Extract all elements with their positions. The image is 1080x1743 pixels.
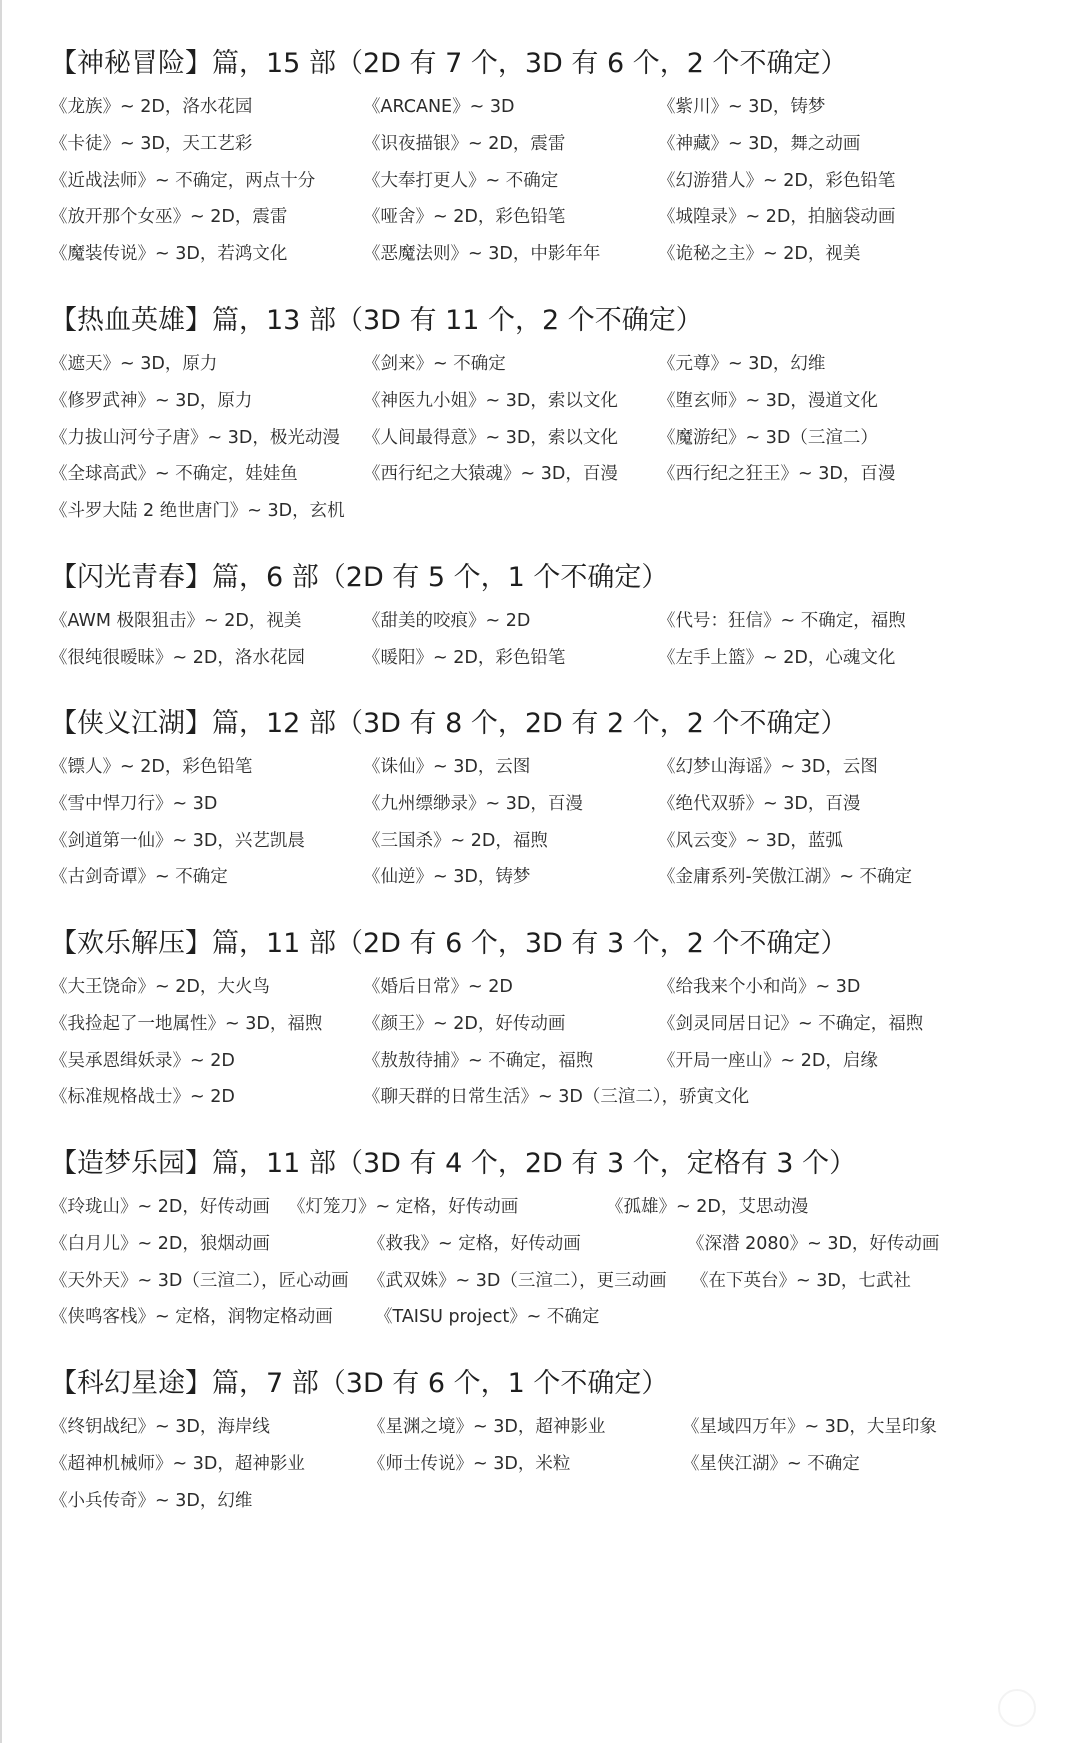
list-item: 《剑来》~ 不确定 bbox=[363, 354, 506, 374]
list-item: 《力拔山河兮子唐》~ 3D，极光动漫 bbox=[50, 427, 340, 448]
list-item: 《近战法师》~ 不确定，两点十分 bbox=[50, 170, 316, 191]
list-item: 《ARCANE》~ 3D bbox=[363, 97, 515, 117]
list-item: 《堕玄师》~ 3D，漫道文化 bbox=[658, 390, 878, 411]
list-item: 《AWM 极限狙击》~ 2D，视美 bbox=[50, 611, 302, 631]
list-item: 《放开那个女巫》~ 2D，震雷 bbox=[50, 207, 288, 228]
list-item: 《雪中悍刀行》~ 3D bbox=[50, 793, 218, 814]
list-item: 《九州缥缈录》~ 3D，百漫 bbox=[363, 793, 583, 814]
section-4 bbox=[50, 707, 1060, 901]
list-item: 《古剑奇谭》~ 不确定 bbox=[50, 867, 228, 888]
section-heading: 【神秘冒险】篇，15 部（2D 有 7 个，3D 有 6 个，2 个不确定） bbox=[50, 48, 848, 79]
list-item: 《遮天》~ 3D，原力 bbox=[50, 354, 218, 374]
list-item: 《聊天群的日常生活》~ 3D（三渲二），骄寅文化 bbox=[363, 1087, 750, 1108]
list-item: 《魔装传说》~ 3D，若鸿文化 bbox=[50, 244, 288, 265]
section-heading: 【闪光青春】篇，6 部（2D 有 5 个，1 个不确定） bbox=[50, 562, 669, 593]
list-item: 《全球高武》~ 不确定，娃娃鱼 bbox=[50, 464, 298, 485]
list-item: 《仙逆》~ 3D，铸梦 bbox=[363, 867, 531, 888]
list-item: 《救我》~ 定格，好传动画 bbox=[368, 1233, 581, 1254]
section-5 bbox=[50, 927, 1060, 1121]
list-item: 《镖人》~ 2D，彩色铅笔 bbox=[50, 757, 253, 777]
list-item: 《甜美的咬痕》~ 2D bbox=[363, 611, 531, 631]
list-item: 《大奉打更人》~ 不确定 bbox=[363, 170, 559, 191]
list-item: 《诛仙》~ 3D，云图 bbox=[363, 757, 531, 777]
list-item: 《婚后日常》~ 2D bbox=[363, 977, 513, 997]
list-item: 《标准规格战士》~ 2D bbox=[50, 1087, 235, 1108]
list-item: 《很纯很暧昧》~ 2D，洛水花园 bbox=[50, 647, 305, 668]
list-item: 《深潜 2080》~ 3D，好传动画 bbox=[687, 1233, 940, 1254]
list-item: 《开局一座山》~ 2D，启缘 bbox=[658, 1050, 878, 1071]
list-item: 《西行纪之大猿魂》~ 3D，百漫 bbox=[363, 464, 618, 485]
list-item: 《幻梦山海谣》~ 3D，云图 bbox=[658, 757, 878, 777]
list-item: 《敖敖待捕》~ 不确定，福煦 bbox=[363, 1050, 594, 1071]
list-item: 《暖阳》~ 2D，彩色铅笔 bbox=[363, 647, 566, 668]
entry-list bbox=[50, 1194, 1060, 1341]
list-item: 《风云变》~ 3D，蓝弧 bbox=[658, 830, 843, 851]
list-item: 《终钥战纪》~ 3D，海岸线 bbox=[50, 1417, 270, 1437]
list-item: 《我捡起了一地属性》~ 3D，福煦 bbox=[50, 1013, 323, 1034]
list-item: 《师士传说》~ 3D，米粒 bbox=[368, 1453, 571, 1474]
entry-list bbox=[50, 94, 1060, 278]
list-item: 《神医九小姐》~ 3D，索以文化 bbox=[363, 390, 618, 411]
list-item: 《TAISU project》~ 不确定 bbox=[375, 1307, 600, 1328]
list-item: 《卡徒》~ 3D，天工艺彩 bbox=[50, 133, 253, 154]
list-item: 《超神机械师》~ 3D，超神影业 bbox=[50, 1453, 305, 1474]
list-item: 《元尊》~ 3D，幻维 bbox=[658, 354, 826, 374]
list-item: 《龙族》~ 2D，洛水花园 bbox=[50, 97, 253, 117]
left-edge-rule bbox=[0, 0, 2, 1743]
list-item: 《剑道第一仙》~ 3D，兴艺凯晨 bbox=[50, 830, 305, 851]
section-7 bbox=[50, 1367, 1060, 1524]
list-item: 《紫川》~ 3D，铸梦 bbox=[658, 97, 826, 117]
list-item: 《神藏》~ 3D，舞之动画 bbox=[658, 133, 861, 154]
list-item: 《三国杀》~ 2D，福煦 bbox=[363, 830, 548, 851]
entry-list bbox=[50, 754, 1060, 901]
list-item: 《魔游纪》~ 3D（三渲二） bbox=[658, 427, 878, 448]
entry-list bbox=[50, 351, 1060, 535]
list-item: 《西行纪之狂王》~ 3D，百漫 bbox=[658, 464, 896, 485]
list-item: 《大王饶命》~ 2D，大火鸟 bbox=[50, 977, 270, 997]
section-6 bbox=[50, 1147, 1060, 1341]
section-heading: 【科幻星途】篇，7 部（3D 有 6 个，1 个不确定） bbox=[50, 1368, 669, 1399]
list-item: 《识夜描银》~ 2D，震雷 bbox=[363, 133, 566, 154]
entry-list bbox=[50, 974, 1060, 1121]
list-item: 《玲珑山》~ 2D，好传动画 bbox=[50, 1197, 270, 1217]
list-item: 《城隍录》~ 2D，拍脑袋动画 bbox=[658, 207, 896, 228]
entry-list bbox=[50, 608, 1060, 682]
list-item: 《灯笼刀》~ 定格，好传动画 bbox=[288, 1197, 519, 1217]
list-item: 《星域四万年》~ 3D，大呈印象 bbox=[682, 1417, 937, 1437]
list-item: 《白月儿》~ 2D，狼烟动画 bbox=[50, 1233, 270, 1254]
section-heading: 【热血英雄】篇，13 部（3D 有 11 个，2 个不确定） bbox=[50, 305, 703, 336]
list-item: 《幻游猎人》~ 2D，彩色铅笔 bbox=[658, 170, 896, 191]
list-item: 《诡秘之主》~ 2D，视美 bbox=[658, 244, 861, 265]
watermark-icon bbox=[998, 1689, 1036, 1727]
entry-list bbox=[50, 1414, 1060, 1524]
list-item: 《给我来个小和尚》~ 3D bbox=[658, 977, 861, 997]
list-item: 《在下英台》~ 3D，七武社 bbox=[691, 1270, 911, 1291]
list-item: 《小兵传奇》~ 3D，幻维 bbox=[50, 1490, 253, 1511]
list-item: 《修罗武神》~ 3D，原力 bbox=[50, 390, 253, 411]
section-2 bbox=[50, 304, 1060, 535]
list-item: 《恶魔法则》~ 3D，中影年年 bbox=[363, 244, 601, 265]
list-item: 《孤雄》~ 2D，艾思动漫 bbox=[606, 1197, 809, 1217]
list-item: 《金庸系列-笑傲江湖》~ 不确定 bbox=[658, 867, 913, 888]
list-item: 《剑灵同居日记》~ 不确定，福煦 bbox=[658, 1013, 924, 1034]
section-heading: 【侠义江湖】篇，12 部（3D 有 8 个，2D 有 2 个，2 个不确定） bbox=[50, 708, 848, 739]
list-item: 《星侠江湖》~ 不确定 bbox=[682, 1453, 860, 1474]
section-heading: 【欢乐解压】篇，11 部（2D 有 6 个，3D 有 3 个，2 个不确定） bbox=[50, 928, 848, 959]
list-item: 《天外天》~ 3D（三渲二），匠心动画 bbox=[50, 1270, 349, 1291]
section-heading: 【造梦乐园】篇，11 部（3D 有 4 个，2D 有 3 个，定格有 3 个） bbox=[50, 1148, 857, 1179]
list-item: 《哑舍》~ 2D，彩色铅笔 bbox=[363, 207, 566, 228]
list-item: 《吴承恩缉妖录》~ 2D bbox=[50, 1050, 235, 1071]
list-item: 《侠鸣客栈》~ 定格，润物定格动画 bbox=[50, 1307, 333, 1328]
list-item: 《武双姝》~ 3D（三渲二），更三动画 bbox=[368, 1270, 667, 1291]
list-item: 《斗罗大陆 2 绝世唐门》~ 3D，玄机 bbox=[50, 501, 345, 522]
list-item: 《左手上篮》~ 2D，心魂文化 bbox=[658, 647, 896, 668]
list-item: 《绝代双骄》~ 3D，百漫 bbox=[658, 793, 861, 814]
list-item: 《代号：狂信》~ 不确定，福煦 bbox=[658, 611, 906, 631]
list-item: 《星渊之境》~ 3D，超神影业 bbox=[368, 1417, 606, 1437]
list-item: 《颜王》~ 2D，好传动画 bbox=[363, 1013, 566, 1034]
list-item: 《人间最得意》~ 3D，索以文化 bbox=[363, 427, 618, 448]
section-3 bbox=[50, 561, 1060, 682]
section-1 bbox=[50, 47, 1060, 278]
